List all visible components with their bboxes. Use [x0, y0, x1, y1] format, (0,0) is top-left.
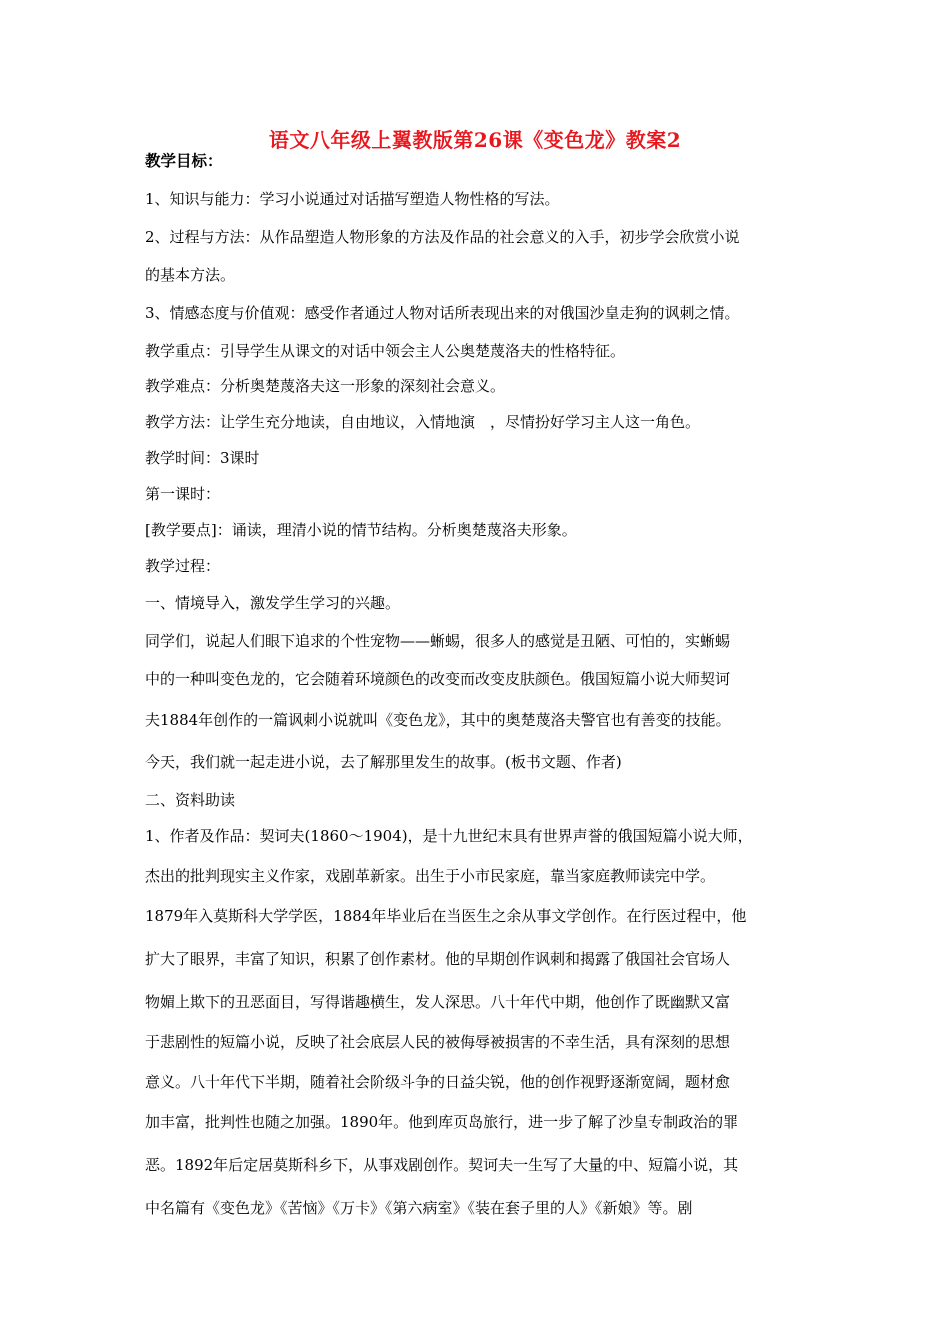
- paragraph-line: 二、资料助读: [145, 791, 236, 809]
- paragraph-line: 教学重点：引导学生从课文的对话中领会主人公奥楚蔑洛夫的性格特征。: [145, 342, 626, 360]
- document-title: 语文八年级上翼教版第26课《变色龙》教案2: [268, 128, 682, 152]
- paragraph-line: 中的一种叫变色龙的，它会随着环境颜色的改变而改变皮肤颜色。俄国短篇小说大师契诃: [145, 670, 731, 688]
- paragraph-line: 第一课时：: [145, 485, 221, 503]
- paragraph-line: 1、作者及作品：契诃夫(1860～1904)，是十九世纪末具有世界声誉的俄国短篇小说大师，: [145, 827, 753, 845]
- paragraph-line: 1879年入莫斯科大学学医，1884年毕业后在当医生之余从事文学创作。在行医过程中，他: [145, 907, 747, 925]
- paragraph-line: 加丰富，批判性也随之加强。1890年。他到库页岛旅行，进一步了解了沙皇专制政治的罪: [145, 1113, 739, 1131]
- paragraph-line: 2、过程与方法：从作品塑造人物形象的方法及作品的社会意义的入手，初步学会欣赏小说: [145, 228, 740, 246]
- paragraph-line: 同学们，说起人们眼下追求的个性宠物——蜥蜴，很多人的感觉是丑陋、可怕的，实蜥蜴: [145, 632, 731, 650]
- paragraph-line: 物媚上欺下的丑恶面目，写得谐趣横生，发人深思。八十年代中期，他创作了既幽默又富: [145, 993, 731, 1011]
- paragraph-line: 教学难点：分析奥楚蔑洛夫这一形象的深刻社会意义。: [145, 377, 506, 395]
- paragraph-line: 的基本方法。: [145, 266, 236, 284]
- paragraph-line: 于悲剧性的短篇小说，反映了社会底层人民的被侮辱被损害的不幸生活，具有深刻的思想: [145, 1033, 731, 1051]
- paragraph-line: 中名篇有《变色龙》《苦恼》《万卡》《第六病室》《装在套子里的人》《新娘》等。剧: [145, 1199, 693, 1217]
- section-heading-objectives: 教学目标：: [145, 151, 223, 170]
- paragraph-line: 教学时间：3课时: [145, 449, 260, 467]
- paragraph-line: 1、知识与能力：学习小说通过对话描写塑造人物性格的写法。: [145, 190, 560, 208]
- paragraph-line: 3、情感态度与价值观：感受作者通过人物对话所表现出来的对俄国沙皇走狗的讽刺之情。: [145, 304, 740, 322]
- paragraph-line: 教学方法：让学生充分地读，自由地议，入情地演 ，尽情扮好学习主人这一角色。: [145, 413, 701, 431]
- paragraph-line: 一、情境导入，激发学生学习的兴趣。: [145, 594, 401, 612]
- paragraph-line: 意义。八十年代下半期，随着社会阶级斗争的日益尖锐，他的创作视野逐渐宽阔，题材愈: [145, 1073, 731, 1091]
- paragraph-line: 教学过程：: [145, 557, 221, 575]
- paragraph-line: [教学要点]：诵读，理清小说的情节结构。分析奥楚蔑洛夫形象。: [145, 521, 577, 539]
- paragraph-line: 今天，我们就一起走进小说，去了解那里发生的故事。(板书文题、作者): [145, 753, 622, 771]
- paragraph-line: 扩大了眼界，丰富了知识，积累了创作素材。他的早期创作讽刺和揭露了俄国社会官场人: [145, 950, 731, 968]
- paragraph-line: 夫1884年创作的一篇讽刺小说就叫《变色龙》，其中的奥楚蔑洛夫警官也有善变的技能。: [145, 711, 731, 729]
- paragraph-line: 恶。1892年后定居莫斯科乡下，从事戏剧创作。契诃夫一生写了大量的中、短篇小说，其: [145, 1156, 739, 1174]
- paragraph-line: 杰出的批判现实主义作家，戏剧革新家。出生于小市民家庭，靠当家庭教师读完中学。: [145, 867, 716, 885]
